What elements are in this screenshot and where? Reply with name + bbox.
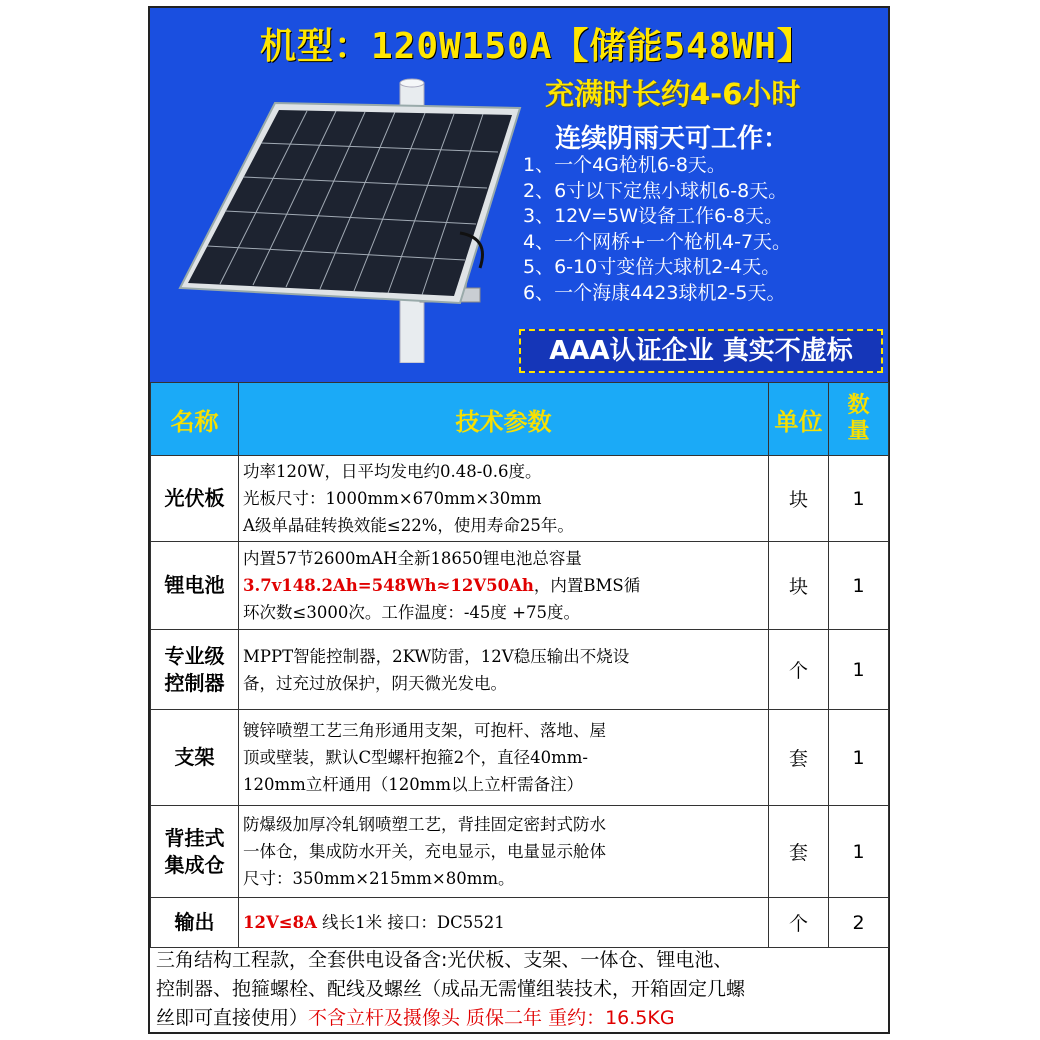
param-line: 备，过充过放保护，阴天微光发电。 (243, 673, 507, 693)
note-line: 控制器、抱箍螺栓、配线及螺丝（成品无需懂组装技术，开箱固定几螺 (156, 978, 746, 1000)
row-unit: 套 (769, 806, 829, 898)
param-text: 线长1米 接口：DC5521 (316, 913, 505, 932)
header-qty-text: 数量 (847, 393, 870, 444)
note-line (156, 1004, 882, 1033)
param-line: 尺寸：350mm×215mm×80mm。 (243, 869, 515, 888)
usage-item: 4、一个网桥+一个枪机4-7天。 (523, 230, 792, 253)
row-qty: 1 (829, 630, 889, 710)
row-unit: 套 (769, 710, 829, 806)
table-header-row (151, 383, 889, 456)
solar-panel-image (160, 63, 540, 363)
row-name (151, 630, 239, 710)
param-line: 光板尺寸：1000mm×670mm×30mm (243, 489, 542, 508)
row-name-line: 背挂式 (164, 825, 225, 850)
product-card (148, 6, 890, 1034)
model-title: 机型：120W150A【储能548WH】 (260, 26, 814, 67)
param-line: 环次数≤3000次。工作温度：-45度 +75度。 (243, 603, 580, 622)
param-line: 120mm立杆通用（120mm以上立杆需备注） (243, 775, 584, 794)
row-unit: 块 (769, 542, 829, 630)
row-qty: 1 (829, 710, 889, 806)
row-name: 锂电池 (151, 542, 239, 630)
header-name: 名称 (151, 383, 239, 456)
usage-list (523, 153, 791, 306)
table-row (151, 630, 889, 710)
table-row (151, 806, 889, 898)
row-param (239, 710, 769, 806)
row-unit: 块 (769, 456, 829, 542)
table-row (151, 898, 889, 948)
row-name: 支架 (151, 710, 239, 806)
row-param (239, 542, 769, 630)
battery-capacity: 3.7v148.2Ah=548Wh≈12V50Ah (243, 576, 534, 595)
param-text: ，内置BMS循 (533, 576, 641, 595)
row-param (239, 806, 769, 898)
spec-table (150, 382, 889, 948)
usage-item: 3、12V=5W设备工作6-8天。 (523, 205, 784, 227)
param-line: 顶或壁装，默认C型螺杆抱箍2个，直径40mm- (243, 748, 588, 767)
row-name (151, 806, 239, 898)
table-row (151, 710, 889, 806)
charge-time: 充满时长约4-6小时 (545, 77, 801, 111)
row-name: 光伏板 (151, 456, 239, 542)
note-line: 三角结构工程款，全套供电设备含:光伏板、支架、一体仓、锂电池、 (156, 949, 733, 971)
param-line (243, 572, 768, 599)
row-unit: 个 (769, 630, 829, 710)
param-line: 防爆级加厚冷轧钢喷塑工艺，背挂固定密封式防水 (243, 815, 606, 834)
param-line: 内置57节2600mAH全新18650锂电池总容量 (243, 549, 582, 568)
note-text: 丝即可直接使用） (156, 1007, 309, 1029)
row-unit: 个 (769, 898, 829, 948)
package-note (150, 944, 888, 1035)
header-param: 技术参数 (239, 383, 769, 456)
certification-badge: AAA认证企业 真实不虚标 (519, 329, 883, 373)
param-line: 镀锌喷塑工艺三角形通用支架，可抱杆、落地、屋 (243, 721, 606, 740)
rainy-day-heading: 连续阴雨天可工作： (555, 124, 790, 154)
header-qty (829, 383, 889, 456)
row-name-line: 专业级 (164, 643, 225, 668)
usage-item: 5、6-10寸变倍大球机2-4天。 (523, 256, 781, 278)
param-line: 功率120W，日平均发电约0.48-0.6度。 (243, 462, 542, 481)
usage-item: 1、一个4G枪机6-8天。 (523, 154, 726, 176)
row-param (239, 630, 769, 710)
row-name-line: 集成仓 (164, 852, 225, 877)
param-line: A级单晶硅转换效能≤22%，使用寿命25年。 (243, 516, 574, 535)
note-warning: 不含立杆及摄像头 质保二年 重约：16.5KG (308, 1007, 675, 1029)
table-row (151, 456, 889, 542)
row-name: 输出 (151, 898, 239, 948)
row-qty: 2 (829, 898, 889, 948)
table-row (151, 542, 889, 630)
row-qty: 1 (829, 806, 889, 898)
usage-item: 6、一个海康4423球机2-5天。 (523, 281, 786, 304)
param-line: 一体仓，集成防水开关，充电显示，电量显示舱体 (243, 842, 606, 861)
row-qty: 1 (829, 456, 889, 542)
row-qty: 1 (829, 542, 889, 630)
param-line: MPPT智能控制器，2KW防雷，12V稳压输出不烧设 (243, 646, 630, 666)
row-param (239, 898, 769, 948)
output-spec: 12V≤8A (243, 913, 317, 932)
usage-item: 2、6寸以下定焦小球机6-8天。 (523, 179, 788, 202)
header-unit: 单位 (769, 383, 829, 456)
row-name-line: 控制器 (164, 670, 225, 695)
row-param (239, 456, 769, 542)
hero-banner (150, 8, 888, 384)
